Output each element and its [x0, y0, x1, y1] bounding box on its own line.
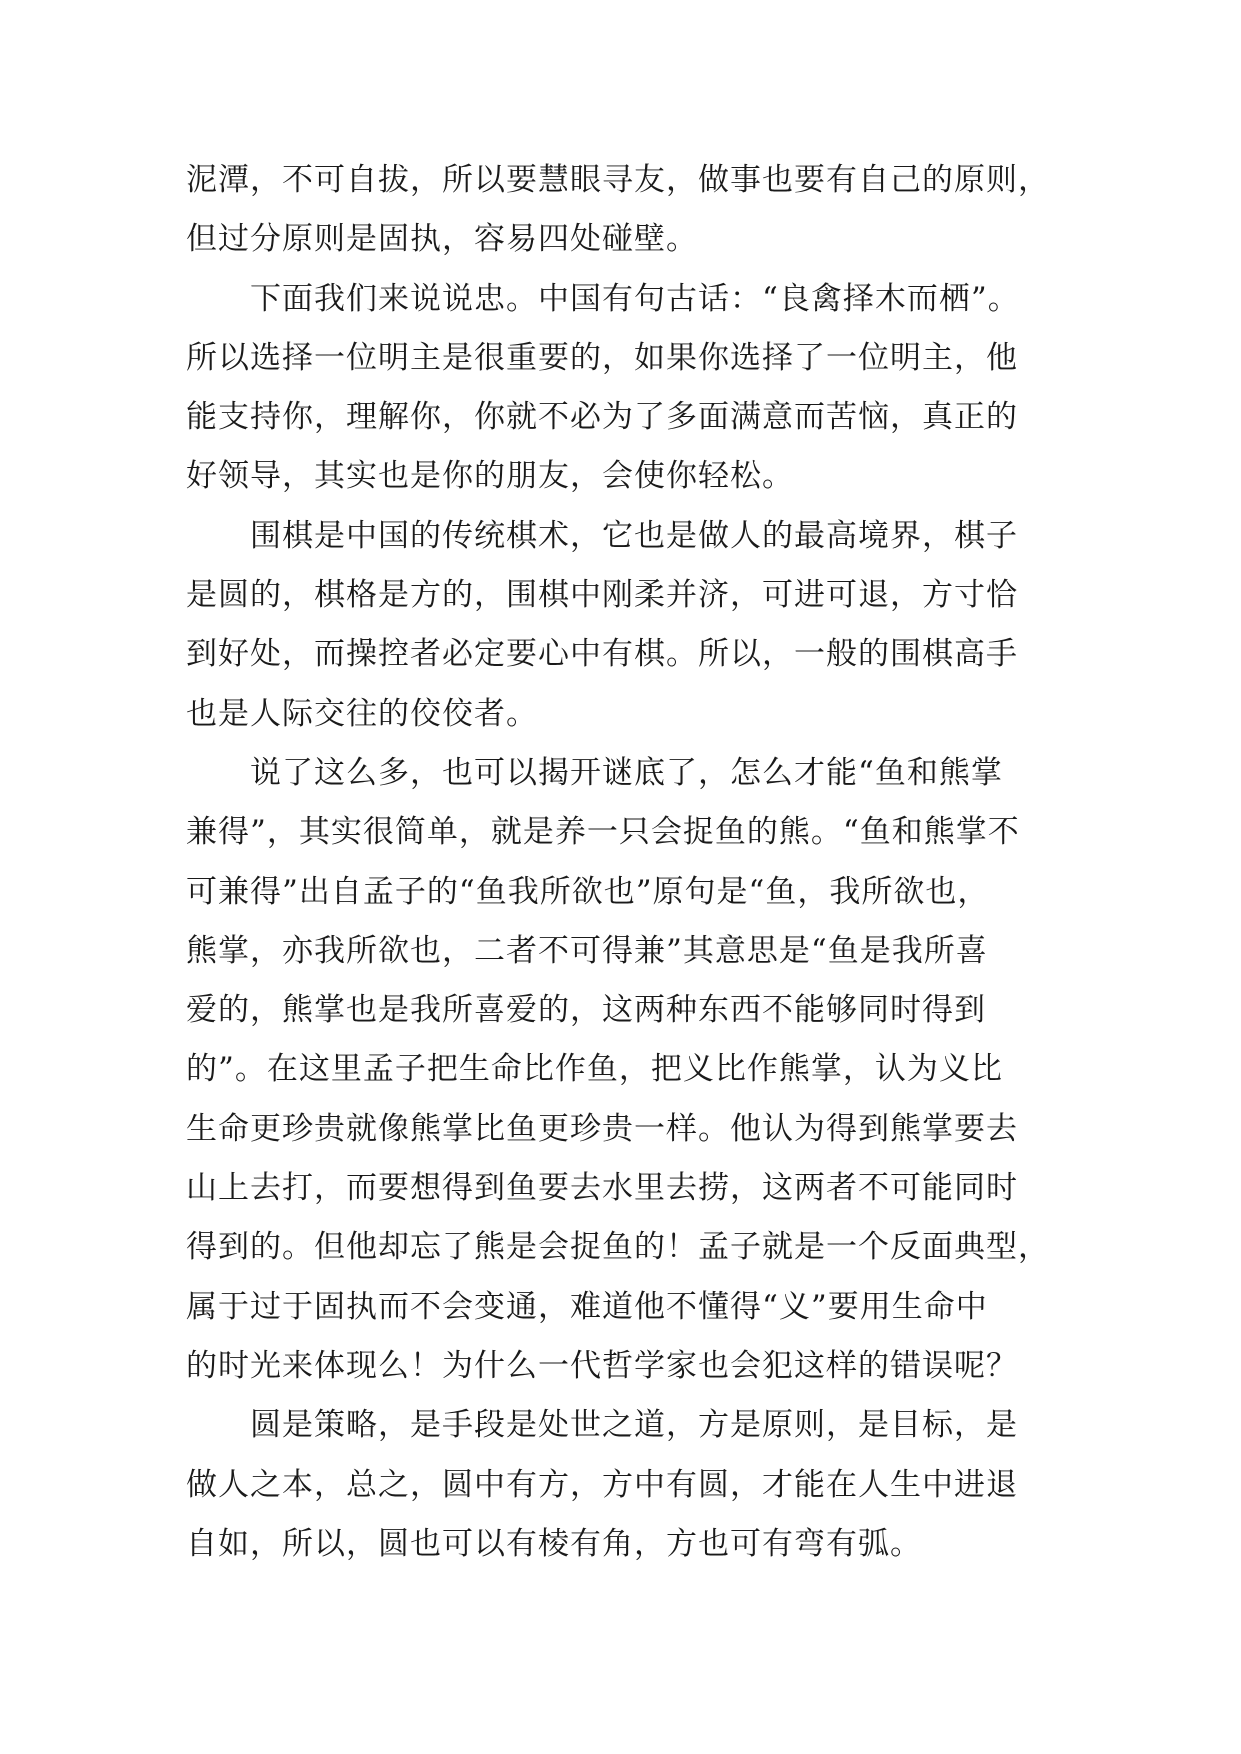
text-line: 好领导，其实也是你的朋友，会使你轻松。	[186, 458, 794, 495]
paragraph-loyalty	[186, 276, 1066, 513]
text-line: 可兼得”出自孟子的“鱼我所欲也”原句是“鱼，我所欲也，	[186, 873, 990, 910]
text-line: 兼得”，其实很简单，就是养一只会捉鱼的熊。“鱼和熊掌不	[186, 814, 1020, 851]
paragraph-weiqi	[186, 513, 1066, 750]
text-line: 所以选择一位明主是很重要的，如果你选择了一位明主，他	[186, 339, 1018, 376]
text-line: 也是人际交往的佼佼者。	[186, 695, 538, 732]
text-line: 但过分原则是固执，容易四处碰壁。	[186, 221, 698, 258]
text-line: 说了这么多，也可以揭开谜底了，怎么才能“鱼和熊掌	[250, 754, 1003, 791]
text-line: 泥潭，不可自拔，所以要慧眼寻友，做事也要有自己的原则，	[186, 162, 1050, 198]
text-line: 能支持你，理解你，你就不必为了多面满意而苦恼，真正的	[186, 399, 1018, 436]
text-line: 下面我们来说说忠。中国有句古话：“良禽择木而栖”。	[250, 280, 1020, 317]
text-line: 熊掌，亦我所欲也，二者不可得兼”其意思是“鱼是我所喜	[186, 932, 988, 969]
text-line: 属于过于固执而不会变通，难道他不懂得“义”要用生命中	[186, 1288, 988, 1325]
text-line: 做人之本，总之，圆中有方，方中有圆，才能在人生中进退	[186, 1466, 1018, 1503]
text-line: 爱的，熊掌也是我所喜爱的，这两种东西不能够同时得到	[186, 992, 986, 1029]
text-line: 圆是策略，是手段是处世之道，方是原则，是目标，是	[250, 1407, 1018, 1444]
text-line: 的”。在这里孟子把生命比作鱼，把义比作熊掌，认为义比	[186, 1051, 1003, 1088]
text-line: 围棋是中国的传统棋术，它也是做人的最高境界，棋子	[250, 517, 1018, 554]
text-line: 生命更珍贵就像熊掌比鱼更珍贵一样。他认为得到熊掌要去	[186, 1110, 1018, 1147]
text-line: 到好处，而操控者必定要心中有棋。所以，一般的围棋高手	[186, 636, 1018, 673]
paragraph-conclusion	[186, 1402, 1066, 1580]
text-line: 得到的。但他却忘了熊是会捉鱼的！孟子就是一个反面典型，	[186, 1229, 1050, 1266]
paragraph-continuation	[186, 157, 1066, 276]
text-line: 的时光来体现么！为什么一代哲学家也会犯这样的错误呢？	[186, 1347, 1018, 1384]
text-line: 山上去打，而要想得到鱼要去水里去捞，这两者不可能同时	[186, 1170, 1018, 1207]
paragraph-fish-and-bear-paw	[186, 750, 1066, 1402]
text-line: 是圆的，棋格是方的，围棋中刚柔并济，可进可退，方寸恰	[186, 577, 1018, 614]
document-body	[186, 157, 1066, 1580]
text-line: 自如，所以，圆也可以有棱有角，方也可有弯有弧。	[186, 1525, 922, 1562]
